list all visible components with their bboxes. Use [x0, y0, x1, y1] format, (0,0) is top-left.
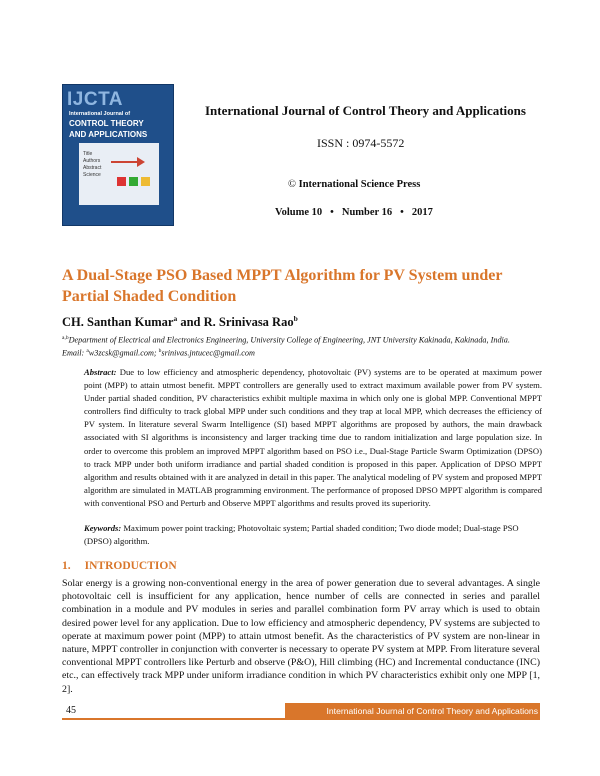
journal-title: International Journal of Control Theory and Applications [205, 103, 526, 118]
section-title: INTRODUCTION [84, 560, 177, 572]
author-1: CH. Santhan Kumar [62, 315, 174, 330]
cover-square-red [117, 177, 126, 186]
publisher [288, 179, 420, 190]
email-2-mark: b [158, 347, 162, 354]
keywords-label: Keywords: [84, 523, 122, 533]
issn: ISSN : 0974-5572 [317, 136, 405, 150]
page-footer [62, 703, 540, 720]
issue-number: Number 16 [341, 207, 393, 218]
author-2-affil-mark: b [293, 314, 298, 323]
cover-square-green [129, 177, 138, 186]
author-2: R. Srinivasa Rao [203, 315, 294, 330]
authors [62, 314, 298, 330]
publisher-name: International Science Press [298, 179, 421, 190]
author-conjunction: and [177, 315, 204, 330]
page-number: 45 [62, 703, 285, 720]
article-title: A Dual-Stage PSO Based MPPT Algorithm for PV System under Partial Shaded Condition [62, 267, 503, 305]
affiliation-mark: a,b [62, 335, 69, 341]
copyright-symbol: © [288, 179, 296, 190]
cover-arrow-graphic [109, 153, 149, 171]
author-1-affil-mark: a [173, 314, 178, 323]
email-label: Email: [62, 348, 87, 358]
journal-cover-image [62, 84, 174, 226]
keywords [84, 522, 542, 548]
cover-logo: IJCTA [67, 89, 123, 110]
abstract-text: Due to low efficiency and atmospheric dependency, photovoltaic (PV) systems are to be operated at maximum power point (MPP) to attain utmost benefit. MPPT controllers are generally used to extract maximum available power from PV system. Under partial shaded condition, PV characteristics exhibit multiple maxima in which only one is global MPP. Conventional MPPT controllers find difficulty to track global MPP under such conditions and they trap at local MPP, which decreases the efficiency of PV system. In literature several Swarm Intelligence (SI) based MPPT algorithms are proposed by authors, the main drawback associated with SI algorithms is inconsistency and larger tracking time due to random initialization and large population size. In order to overcome this problem an improved MPPT algorithm based on PSO i.e., Dual-Stage Particle Swarm Optimization (DPSO) to track MPP under both uniform irradiance and partial shaded condition is proposed in this paper. Application of DPSO MPPT algorithm and results obtained with it are analyzed in detail in this paper. The analytical modeling of PV system and proposed MPPT algorithm are simulated in MATLAB programming environment. The performance of proposed DPSO MPPT algorithm is compared with conventional PSO and Perturb and Observe MPPT algorithms and results proved its superiority. [84, 367, 542, 508]
abstract [84, 366, 542, 510]
abstract-label: Abstract: [84, 367, 117, 377]
section-heading [62, 560, 177, 572]
bullet-separator: • [330, 207, 334, 218]
cover-line-2: CONTROL THEORY [69, 119, 144, 128]
cover-square-yellow [141, 177, 150, 186]
cover-panel-text: Title Authors Abstract Science [83, 151, 102, 178]
year: 2017 [411, 207, 433, 218]
body-paragraph: Solar energy is a growing non-conventional energy in the area of power generation due to several advantages. A single photovoltaic cell is insufficient for any application, hence number of cells are connected in series and parallel combination in a module and PV modules in series and parallel combination form PV array which is used to obtain desired power level for any application. Due to low efficiency and atmospheric dependency, PV systems are subjected to operate at maximum power point (MPP) to attain utmost benefit. As the characteristics of PV system are non-linear in nature, MPPT controller in conjunction with converter is necessary to operate PV system at MPP. From literature several conventional MPPT controllers like Perturb and observe (P&O), Hill climbing (HC) and Incremental conductance (INC) etc., can effectively track MPP under uniform irradiance condition in which PV characteristics exhibit only one MPP [1, 2]. [62, 578, 540, 695]
cover-line-3: AND APPLICATIONS [69, 130, 148, 139]
keywords-text: Maximum power point tracking; Photovoltaic system; Partial shaded condition; Two diode model; Dual-stage PSO (DPSO) algorithm. [84, 523, 519, 547]
footer-journal-name: International Journal of Control Theory and Applications [285, 703, 540, 720]
cover-line-1: International Journal of [69, 111, 131, 117]
email-1-mark: a [86, 347, 89, 354]
email-1: w3zcsk@gmail.com; [88, 348, 159, 358]
volume-info [275, 207, 433, 218]
volume: Volume 10 [275, 207, 323, 218]
bullet-separator: • [400, 207, 404, 218]
email-2: srinivas.jntucec@gmail.com [161, 348, 255, 358]
affiliation [62, 333, 552, 358]
cover-panel [79, 143, 159, 205]
affiliation-text: Department of Electrical and Electronics Engineering, University College of Engineering, JNT University Kakinada, Kakinada, India. [68, 335, 510, 345]
section-number: 1. [62, 560, 71, 572]
